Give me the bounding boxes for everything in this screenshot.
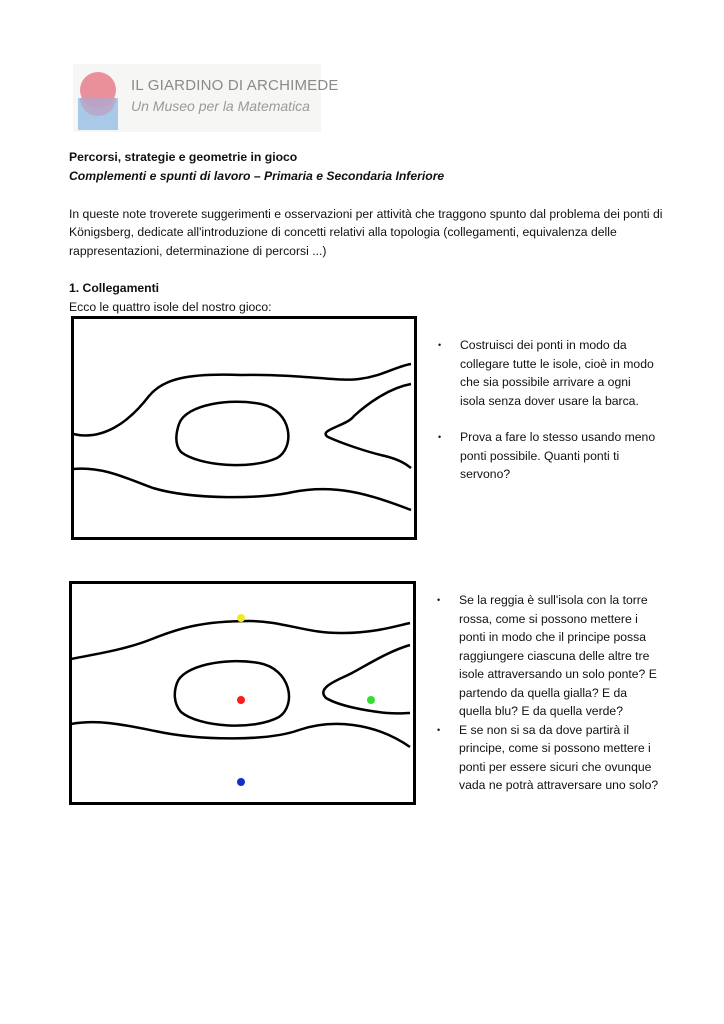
logo-title: IL GIARDINO DI ARCHIMEDE [131, 77, 339, 94]
red-tower [237, 696, 245, 704]
bullet-line: partendo da quella gialla? E da [459, 685, 628, 700]
bullet-line: quella blu? E da quella verde? [459, 704, 623, 718]
bullet-icon: • [438, 432, 442, 442]
bullet-line: Costruisci dei ponti in modo da [460, 338, 627, 352]
bullet-icon: • [438, 340, 442, 350]
logo-mark-icon [77, 66, 119, 130]
bullet-line: E se non si sa da dove partirà il [459, 722, 630, 737]
island-map-2 [69, 581, 416, 805]
bullet-line: collegare tutte le isole, cioè in modo [460, 356, 654, 371]
blue-tower [237, 778, 245, 786]
bullet-line: ponti possibile. Quanti ponti ti [460, 448, 620, 463]
list-item [436, 428, 655, 484]
island-map-1 [71, 316, 417, 540]
bullet-line: vada ne potrà attraversare uno solo? [459, 778, 659, 792]
figure1-instructions [436, 336, 655, 484]
bullet-line: isole attraversando un solo ponte? E [459, 667, 657, 681]
figure2-questions [435, 591, 658, 795]
bullet-line: servono? [460, 467, 511, 481]
yellow-tower [237, 614, 245, 622]
intro-line: rappresentazioni, determinazione di percorsi ...) [69, 244, 327, 258]
bullet-icon: • [437, 724, 441, 735]
green-tower [367, 696, 375, 704]
list-item [435, 591, 658, 721]
bullet-line: ponti in modo che il principe possa [459, 630, 646, 644]
document-subtitle: Complementi e spunti di lavoro – Primaria e Secondaria Inferiore [69, 169, 445, 183]
intro-line: Königsberg, dedicate all'introduzione di concetti relativi alla topologia (collegamenti, equivalenza delle [69, 225, 617, 239]
intro-line: In queste note troverete suggerimenti e osservazioni per attività che traggono spunto dal problema dei ponti di [69, 207, 663, 221]
document-title: Percorsi, strategie e geometrie in gioco [69, 150, 298, 164]
list-item [435, 721, 658, 795]
bullet-line: raggiungere ciascuna delle altre tre [459, 648, 650, 663]
section-caption: Ecco le quattro isole del nostro gioco: [69, 300, 272, 314]
bullet-line: Prova a fare lo stesso usando meno [460, 430, 656, 444]
museum-logo [73, 64, 339, 132]
bullet-icon: • [437, 595, 441, 605]
section-heading: 1. Collegamenti [69, 281, 160, 295]
bullet-line: Se la reggia è sull'isola con la torre [459, 593, 648, 607]
bullet-line: ponti per essere sicuri che ovunque [459, 759, 652, 774]
bullet-line: rossa, come si possono mettere i [459, 611, 638, 626]
bullet-line: che sia possibile arrivare a ogni [460, 375, 631, 389]
map-frame [73, 318, 416, 539]
list-item [436, 336, 655, 410]
bullet-line: isola senza dover usare la barca. [460, 393, 639, 408]
bullet-line: principe, come si possono mettere i [459, 741, 651, 755]
logo-subtitle: Un Museo per la Matematica [131, 98, 310, 114]
